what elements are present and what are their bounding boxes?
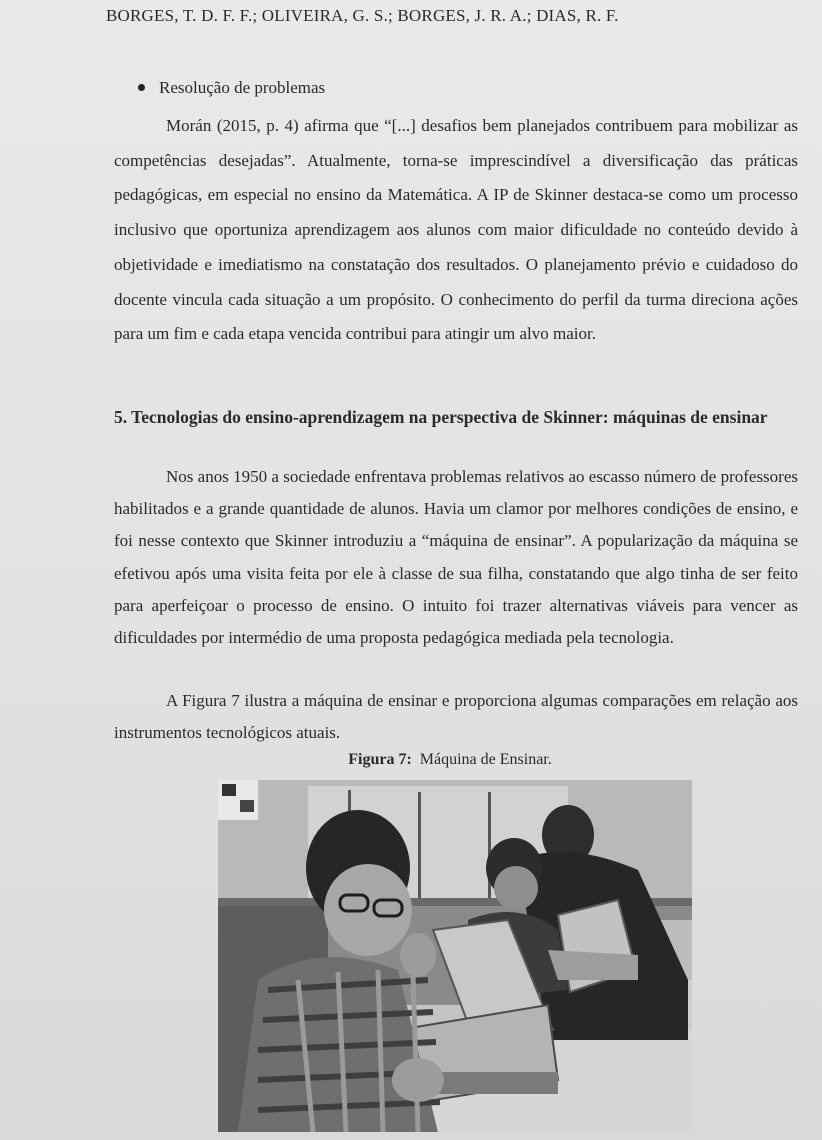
figure-caption [0, 751, 822, 769]
teaching-machine-photo [218, 780, 692, 1132]
bullet-dot-icon [138, 84, 145, 91]
paragraph-1950s: Nos anos 1950 a sociedade enfrentava problemas relativos ao escasso número de professores habilitados e a grande quantidade de alunos. Havia um clamor por melhores condições de ensino, e foi nesse contexto que Skinner introduziu a “máquina de ensinar”. A popularização da máquina se efetivou após uma visita feita por ele à classe de sua filha, constatando que algo tinha de ser feito para aperfeiçoar o processo de ensino. O intuito foi trazer alternativas viáveis para vencer as dificuldades por intermédio de uma proposta pedagógica mediada pela tecnologia. [114, 467, 798, 648]
figure-label: Figura 7: [348, 751, 412, 768]
bullet-item [138, 78, 325, 98]
running-head-authors: BORGES, T. D. F. F.; OLIVEIRA, G. S.; BORGES, J. R. A.; DIAS, R. F. [106, 6, 619, 25]
paragraph-moran: Morán (2015, p. 4) afirma que “[...] desafios bem planejados contribuem para mobilizar as competências desejadas”. Atualmente, torna-se imprescindível a diversificação das práticas pedagógicas, em especial no ensino da Matemática. A IP de Skinner destaca-se como um processo inclusivo que oportuniza aprendizagem aos alunos com maior dificuldade no conteúdo devido à objetividade e imediatismo na constatação dos resultados. O planejamento prévio e cuidadoso do docente vincula cada situação a um propósito. O conhecimento do perfil da turma direciona ações para um fim e cada etapa vencida contribui para atingir um alvo maior. [114, 116, 798, 344]
bullet-item-label: Resolução de problemas [159, 78, 326, 97]
section-heading: 5. Tecnologias do ensino-aprendizagem na perspectiva de Skinner: máquinas de ensinar [114, 407, 768, 427]
paragraph-figure-intro: A Figura 7 ilustra a máquina de ensinar e proporciona algumas comparações em relação aos instrumentos tecnológicos atuais. [114, 691, 798, 742]
figure-title: Máquina de Ensinar. [419, 751, 552, 768]
